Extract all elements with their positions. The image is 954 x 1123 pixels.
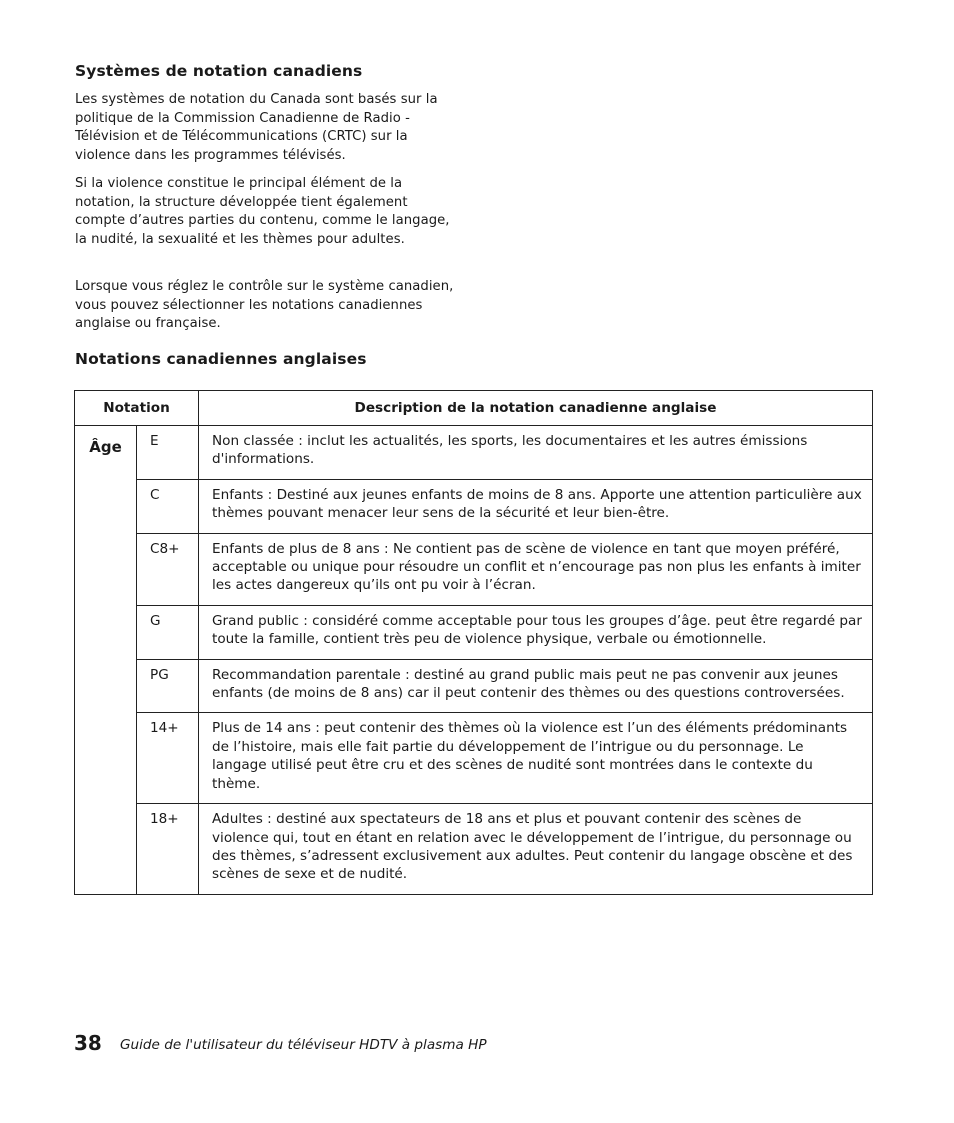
rating-code: C8+ [137,533,199,605]
rating-code: 14+ [137,713,199,804]
table-header-row [75,391,873,426]
rating-description: Enfants : Destiné aux jeunes enfants de moins de 8 ans. Apporte une attention particulière aux thèmes pouvant menacer leur sens de la sécurité et leur bien-être. [199,479,873,533]
paragraph-violence-structure: Si la violence constitue le principal élément de la notation, la structure développée tient également compte d’autres parties du contenu, comme le langage, la nudité, la sexualité et les thèmes pour adultes. [75,176,450,247]
page-number: 38 [74,1031,102,1055]
rating-description: Grand public : considéré comme acceptable pour tous les groupes d’âge. peut être regardé par toute la famille, contient très peu de violence physique, verbale ou émotionnelle. [199,605,873,659]
table-row [75,713,873,804]
table-row [75,426,873,480]
english-ratings-table [74,390,873,895]
rating-description: Plus de 14 ans : peut contenir des thèmes où la violence est l’un des éléments prédominants de l’histoire, mais elle fait partie du développement de l’intrigue ou du personnage. Le langage utilisé peut être cru et des scènes de nudité sont montrées dans le contexte du thème. [199,713,873,804]
rating-description: Adultes : destiné aux spectateurs de 18 ans et plus et pouvant contenir des scènes de violence qui, tout en étant en relation avec le développement de l’intrigue, du personnage ou des thèmes, s’adressent exclusivement aux adultes. Peut contenir du langage obscène et des scènes de sexe et de nudité. [199,804,873,895]
section-title-canadian-ratings: Systèmes de notation canadiens [75,62,363,80]
rating-code: PG [137,659,199,713]
rating-code: 18+ [137,804,199,895]
table-row [75,804,873,895]
table-row [75,479,873,533]
table-row [75,605,873,659]
header-description: Description de la notation canadienne anglaise [199,391,873,426]
paragraph-crtc-policy: Les systèmes de notation du Canada sont basés sur la politique de la Commission Canadienne de Radio - Télévision et de Télécommunications (CRTC) sur la violence dans les programmes télévisés. [75,92,438,163]
rating-code: E [137,426,199,480]
rating-description: Non classée : inclut les actualités, les sports, les documentaires et les autres émissions d'informations. [199,426,873,480]
age-group-label: Âge [75,426,137,895]
rating-code: C [137,479,199,533]
section-title-english-ratings: Notations canadiennes anglaises [75,350,367,368]
rating-description: Recommandation parentale : destiné au grand public mais peut ne pas convenir aux jeunes enfants (de moins de 8 ans) car il peut contenir des thèmes ou des questions controversées. [199,659,873,713]
header-rating: Notation [75,391,199,426]
table-row [75,533,873,605]
footer-guide-title: Guide de l'utilisateur du téléviseur HDTV à plasma HP [120,1037,487,1053]
paragraph-control-setting: Lorsque vous réglez le contrôle sur le système canadien, vous pouvez sélectionner les notations canadiennes anglaise ou française. [75,279,454,332]
rating-description: Enfants de plus de 8 ans : Ne contient pas de scène de violence en tant que moyen préféré, acceptable ou unique pour résoudre un conflit et n’encourage pas non plus les enfants à imiter les actes dangereux qu’ils ont pu voir à l’écran. [199,533,873,605]
rating-code: G [137,605,199,659]
table-row [75,659,873,713]
